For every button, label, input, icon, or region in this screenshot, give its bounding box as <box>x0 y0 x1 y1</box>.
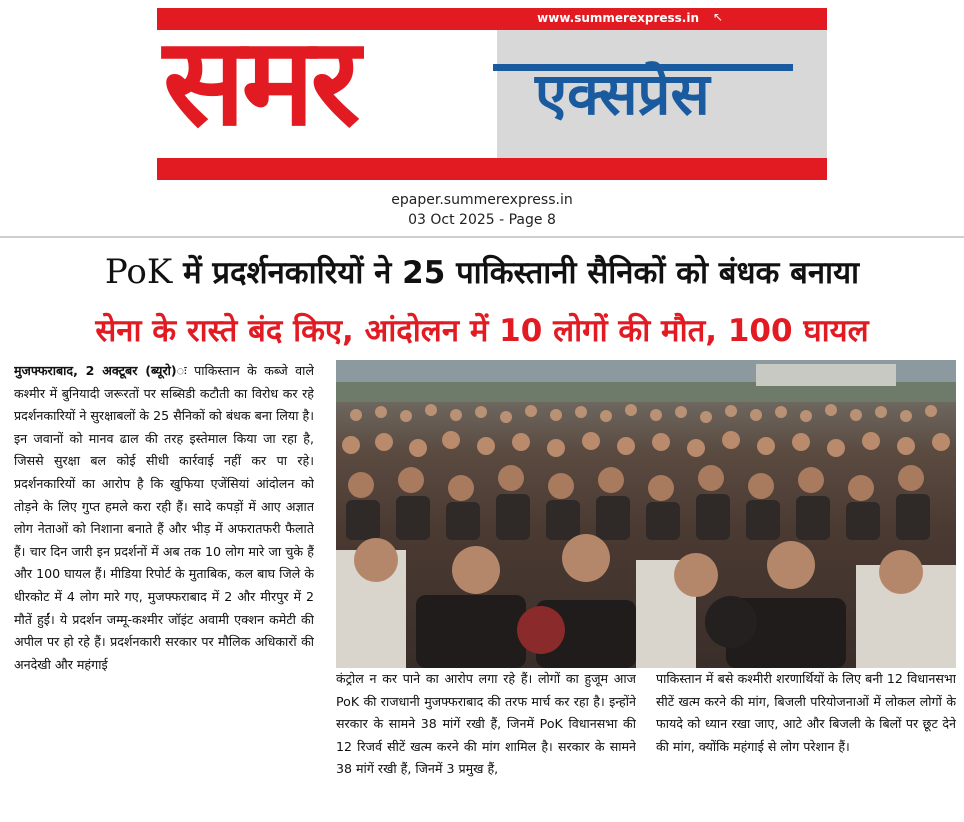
masthead-url[interactable]: www.summerexpress.in <box>537 11 699 25</box>
headline <box>0 248 964 297</box>
masthead-bottom-bar <box>157 158 827 180</box>
article-column-2: कंट्रोल न कर पाने का आरोप लगा रहे हैं। लोगों का हुजूम आज PoK की राजधानी मुजफ्फराबाद की तरफ मार्च कर रहा है। इन्होंने सरकार के सामने 38 मांगें रखी हैं, जिनमें PoK विधानसभा की 12 रिजर्व सीटें खत्म करने की मांग शामिल है। सरकार के सामने 38 मांगें रखी हैं, जिनमें 3 प्रमुख हैं, <box>336 671 636 777</box>
article-column-3: पाकिस्तान में बसे कश्मीरी शरणार्थियों के लिए बनी 12 विधानसभा सीटें खत्म करने की मांग, बिजली परियोजनाओं में लोकल लोगों के फायदे को ध्यान रखा जाए, आटे और बिजली के बिलों पर छूट देने की मांग, क्योंकि महंगाई से लोग परेशान हैं। <box>656 671 956 754</box>
subheadline: सेना के रास्ते बंद किए, आंदोलन में 10 लोगों की मौत, 100 घायल <box>95 313 869 349</box>
cursor-icon: ↖ <box>712 10 723 24</box>
divider <box>0 236 964 238</box>
protest-crowd-photo <box>336 360 956 668</box>
column-1-text: ः पाकिस्तान के कब्जे वाले कश्मीर में बुनियादी जरूरतों पर सब्सिडी कटौती का विरोध कर रहे प्रदर्शनकारियों ने सुरक्षाबलों के 25 सैनिकों को बंधक बना लिया है। इन जवानों को मानव ढाल की तरह इस्तेमाल किया जा रहा है, जिससे सुरक्षा बल कोई सीधी कार्रवाई नहीं कर पा रहे। प्रदर्शनकारियों का आरोप है कि खुफिया एजेंसियां आंदोलन को तोड़ने के लिए गुप्त हमले करा रही हैं। सादे कपड़ों में आए अज्ञात लोग नेताओं को निशाना बनाते हैं और भीड़ में अफरातफरी फैलाते हैं। चार दिन जारी इन प्रदर्शनों में अब तक 10 लोग मारे जा चुके हैं और 100 घायल हैं। मीडिया रिपोर्ट के मुताबिक, कल बाघ जिले के धीरकोट में 4 लोग मारे गए, मुजफ्फराबाद में 2 और मीरपुर में 2 मौतें हुईं। ये प्रदर्शन जम्मू-कश्मीर जॉइंट अवामी एक्शन कमेटी की अपील पर हो रहे हैं। प्रदर्शनकारी सरकार पर मौलिक अधिकारों की अनदेखी और महंगाई <box>14 363 314 672</box>
edition-date-page: 03 Oct 2025 - Page 8 <box>408 212 556 228</box>
edition-info <box>0 190 964 230</box>
masthead <box>157 8 827 180</box>
dateline: मुजफ्फराबाद, 2 अक्टूबर (ब्यूरो) <box>14 363 177 378</box>
edition-site[interactable]: epaper.summerexpress.in <box>391 192 573 208</box>
logo-samar: समर <box>163 11 357 153</box>
logo-express: एक्सप्रेस <box>535 60 710 128</box>
headline-prefix: PoK <box>104 252 173 292</box>
crowd-illustration <box>336 360 956 668</box>
headline-text: में प्रदर्शनकारियों ने 25 पाकिस्तानी सैनिकों को बंधक बनाया <box>172 255 860 291</box>
article-column-1 <box>14 360 314 820</box>
